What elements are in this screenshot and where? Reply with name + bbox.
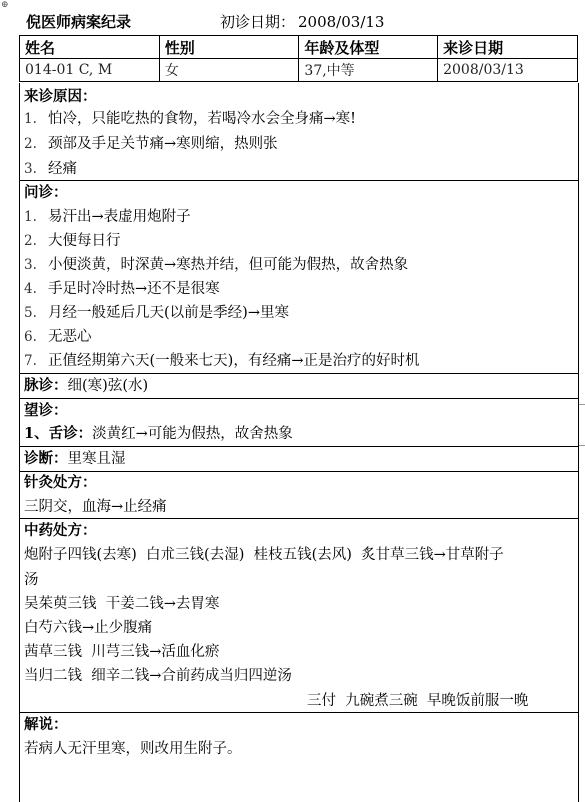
document-title: 倪医师病案纪录	[26, 13, 132, 31]
inquiry-item: 7. 正值经期第六天(一般来七天)，有经痛→正是治疗的好时机	[24, 353, 420, 369]
tongue-label: 1、舌诊：	[24, 425, 93, 442]
section-divider	[19, 373, 579, 374]
acupuncture-text: 三阴交，血海→止经痛	[24, 499, 167, 515]
margin-tick	[579, 404, 585, 405]
herbal-line: 茜草三钱 川芎三钱→活血化瘀	[24, 644, 220, 660]
section-divider	[19, 180, 579, 181]
patient-info-value-row	[20, 59, 578, 82]
inquiry-item: 5. 月经一般延后几天(以前是季经)→里寒	[24, 305, 289, 321]
inquiry-item: 4. 手足时冷时热→还不是很寒	[24, 281, 220, 297]
section-divider	[19, 446, 579, 447]
herbal-line: 白芍六钱→止少腹痛	[24, 620, 153, 636]
herbal-line: 炮附子四钱(去寒) 白朮三钱(去湿) 桂枝五钱(去风) 炙甘草三钱→甘草附子	[24, 547, 504, 563]
inquiry-item: 3. 小便淡黄，时深黄→寒热并结，但可能为假热，故舍热象	[24, 257, 409, 273]
margin-tick	[579, 445, 585, 446]
inquiry-item: 6. 无恶心	[24, 329, 92, 345]
pulse-heading: 脉诊：	[24, 377, 68, 394]
pulse-text: 细(寒)弦(水)	[67, 378, 149, 394]
observation-heading: 望诊：	[24, 402, 68, 419]
section-divider	[19, 518, 579, 519]
reason-item: 2. 颈部及手足关节痛→寒则缩，热则张	[24, 136, 278, 152]
reason-heading: 来诊原因：	[24, 88, 97, 105]
diagnosis-row	[24, 450, 126, 468]
inquiry-heading: 问诊：	[24, 184, 68, 201]
acupuncture-heading: 针灸处方：	[24, 474, 97, 491]
header-name: 姓名	[20, 36, 160, 59]
value-sex: 女	[159, 59, 299, 82]
header-sex: 性别	[159, 36, 299, 59]
herbal-line: 吴茱萸三钱 干姜二钱→去胃寒	[24, 596, 220, 612]
herbal-dosage: 三付 九碗煮三碗 早晚饭前服一晚	[307, 693, 529, 709]
section-divider	[19, 712, 579, 713]
patient-info-header-row	[20, 36, 578, 59]
herbal-line: 当归二钱 细辛二钱→合前药成当归四逆汤	[24, 668, 292, 684]
tongue-row	[24, 425, 293, 443]
header-age-build: 年龄及体型	[299, 36, 438, 59]
diagnosis-heading: 诊断：	[24, 450, 68, 467]
reason-item: 3. 经痛	[24, 161, 77, 177]
table-left-border	[19, 83, 20, 802]
explanation-text: 若病人无汗里寒，则改用生附子。	[24, 741, 242, 757]
header-visit-date: 来诊日期	[438, 36, 578, 59]
pulse-row	[24, 377, 148, 395]
page-anchor-mark: ⊕	[1, 0, 9, 10]
table-right-border	[578, 83, 579, 802]
first-visit-date-label: 初诊日期：	[220, 13, 296, 31]
value-age-build: 37,中等	[299, 59, 438, 82]
section-divider	[19, 398, 579, 399]
value-name: 014-01 C, M	[20, 59, 160, 82]
inquiry-item: 2. 大便每日行	[24, 233, 121, 249]
explanation-heading: 解说：	[24, 716, 68, 733]
reason-item: 1. 怕冷，只能吃热的食物，若喝冷水会全身痛→寒!	[24, 111, 356, 127]
herbal-line: 汤	[24, 572, 39, 588]
first-visit-date: 2008/03/13	[298, 13, 385, 31]
tongue-text: 淡黄红→可能为假热，故舍热象	[92, 426, 293, 442]
herbal-heading: 中药处方：	[24, 522, 97, 539]
value-visit-date: 2008/03/13	[438, 59, 578, 82]
section-divider	[19, 471, 579, 472]
diagnosis-text: 里寒且湿	[67, 451, 126, 467]
document-title-row	[22, 11, 578, 33]
patient-info-table	[19, 35, 578, 82]
inquiry-item: 1. 易汗出→表虚用炮附子	[24, 209, 191, 225]
